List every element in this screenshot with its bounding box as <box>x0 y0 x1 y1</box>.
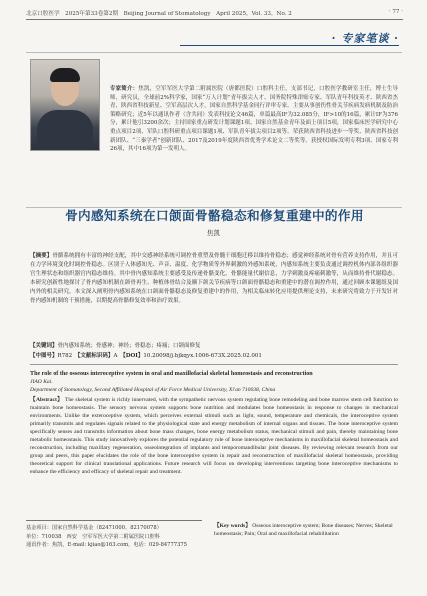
author-photo-body <box>37 110 93 151</box>
chinese-keywords-label: 【关键词】 <box>30 343 58 349</box>
english-keywords <box>214 522 400 538</box>
document-code-label: 【文献标识码】 <box>77 353 114 359</box>
english-abstract-label: 【Abstract】 <box>30 397 64 403</box>
page-number: · 77 · <box>388 9 403 15</box>
clc-value: R782 <box>57 353 73 359</box>
column-title: · 专家笔谈 · <box>331 32 399 45</box>
author-photo-hair <box>50 68 80 82</box>
article-title: 骨内感知系统在口颌面骨骼稳态和修复重建中的作用 <box>65 208 364 223</box>
running-head-journal: 北京口腔医学 2025年第33卷第2期 Beijing Journal of Stomatology April 2025，Vol. 33，No. 2 <box>26 11 292 17</box>
column-rule <box>180 45 399 46</box>
author-profile-box <box>26 52 402 208</box>
article-author: 焦凯 <box>207 229 220 237</box>
footnote-address: 单位：710038 西安 空军军医大学第二附属医院口腔科 <box>26 533 160 540</box>
english-affiliation: Department of Stomatology, Second Affiliated Hospital of Air Force Medical University, Xi'an 710038, China <box>30 387 276 393</box>
running-head <box>26 8 403 20</box>
document-code-value: A <box>113 353 118 359</box>
footnote <box>26 520 202 550</box>
chinese-abstract-text: 骨骼系统拥有丰富的神经支配，其中交感神经系统可调控骨重塑及骨髓干细胞迁移以维持骨稳态；感觉神经系统对骨有营养支持作用，并且可在力学环境变化时调控骨稳态。区别于人体感知光、声音、温度、化学物质等外界刺激的外感知系统，内感知系统主要负责通过调控机体内部各组织器官生理状态和组织器官内稳态维持。其中骨内感知系统主要感受及传递骨骼变化，骨骼能量代谢信息，力学刺激及疼痛刺激等，从而维持骨代谢稳态。本研究创新性地探讨了骨内感知机制在颌骨再生、种植体骨结合及颞下颌关节疾病等口颌面骨骼稳态和重建中的潜在调控作用，通过回顾本课题组及国内外的相关研究，本文深入阐明骨内感知系统在口颌面骨骼稳态及修复重建中的作用，为相关临床转化应用提供理论支持，未来研究将致力于开发针对骨内感知机制的干预措施，以期提高骨骼修复效率和治疗效果。 <box>30 253 398 305</box>
chinese-keywords <box>30 342 398 351</box>
classification-line <box>30 352 398 365</box>
english-author: JIAO Kai. <box>30 379 53 385</box>
chinese-abstract <box>30 252 398 307</box>
doi-value: 10.20098/j.bjkqyx.1006-673X.2025.02.001 <box>143 353 262 359</box>
author-bio <box>110 85 398 154</box>
footnote-fund: 基金项目：国家自然科学基金（82471000、82170078） <box>26 525 162 531</box>
chinese-keywords-text: 骨内感知系统；骨感神；神经；骨稳态；疼痛；口颌面修复 <box>57 343 201 349</box>
author-photo <box>30 59 100 151</box>
english-title: The role of the osseous interoceptive system in oral and maxillofacial skeletal homeostasis and reconstruction <box>30 371 313 377</box>
footnote-contact: 通讯作者：焦凯，E-mail: kjiao@163.com，电话：029-84777375 <box>26 542 187 549</box>
clc-label: 【中图号】 <box>30 353 58 359</box>
english-abstract <box>30 396 398 476</box>
author-bio-text: 焦凯，空军军医大学第二附属医院（唐都医院）口腔科主任，支部书记，口腔医学教研室主任，博士生导师，研究员，全球前2%科学家，国家“万人计划”青年拔尖人才、国务院特殊津贴专家、军队青年科技英才、陕西省杰青，陕西省科技新星、空军高层次人才，国家自然科学基金同行评审专家。主要从事创伤性骨关节疾病发病机制及防治策略研究；近5年以通讯作者（含共同）发表科技论文46篇，单篇最高IF为32.085分，IF>10的16篇，累计IF为376分，累计他引3200余次；主持国家重点研发计划课题1项、国家自然基金青年及面上项目5项，国家临床医学研究中心重点项目2项、军队口腔科研重点项目课题1项、军队青年拔尖项目2项等。荣获陕西省科技进步一等奖、陕西省科技创新团队、“三秦学者”创新团队、2017及2019年度陕西省优秀学术论文二等奖等。获授权国际发明专利3项、国家专利26项，其中16项为第一发明人。 <box>110 86 398 153</box>
author-bio-label: 专家简介： <box>110 86 139 92</box>
english-keywords-label: 【Key words】 <box>214 523 251 529</box>
english-keywords-text: Osseous interoceptive system; Bone diseases; Nerves; Skeletal homeostasis; Pain; Oral and maxillofacial rehabilitation <box>214 523 393 538</box>
doi-label: 【DOI】 <box>122 353 144 359</box>
english-abstract-text: The skeletal system is richly innervated, with the sympathetic nervous system regulating bone remodeling and bone marrow stem cell function to maintain bone homeostasis. The sensory nervous system supports bone nutrition and modulates bone homeostasis in response to changes in mechanical environments. Unlike the exteroceptive system, which perceives external stimuli such as light, sound, temperature and chemicals, the interoceptive system primarily transmits and regulates signals related to the physiological state and energy metabolism of internal organs and tissues. The bone interoceptive system specifically senses and transmits information about bone mass changes, bone energy metabolism status, mechanical stimuli and pain, thereby maintaining bone metabolic homeostasis. This study innovatively explores the potential regulatory role of bone interoceptive mechanisms in maxillofacial skeletal homeostasis and reconstruction, including maxillary regeneration, osseointegration of implants and temporomandibular joint diseases. By reviewing relevant research from our group and peers, this paper elucidates the role of the bone interoceptive system in repair and reconstruction of maxillofacial skeletal homeostasis, providing theoretical support for clinical translational applications. Future research will focus on developing interventions targeting bone interoceptive mechanisms to enhance the efficiency and efficacy of skeletal repair and treatment. <box>30 397 399 476</box>
chinese-abstract-label: 【摘要】 <box>30 253 53 259</box>
